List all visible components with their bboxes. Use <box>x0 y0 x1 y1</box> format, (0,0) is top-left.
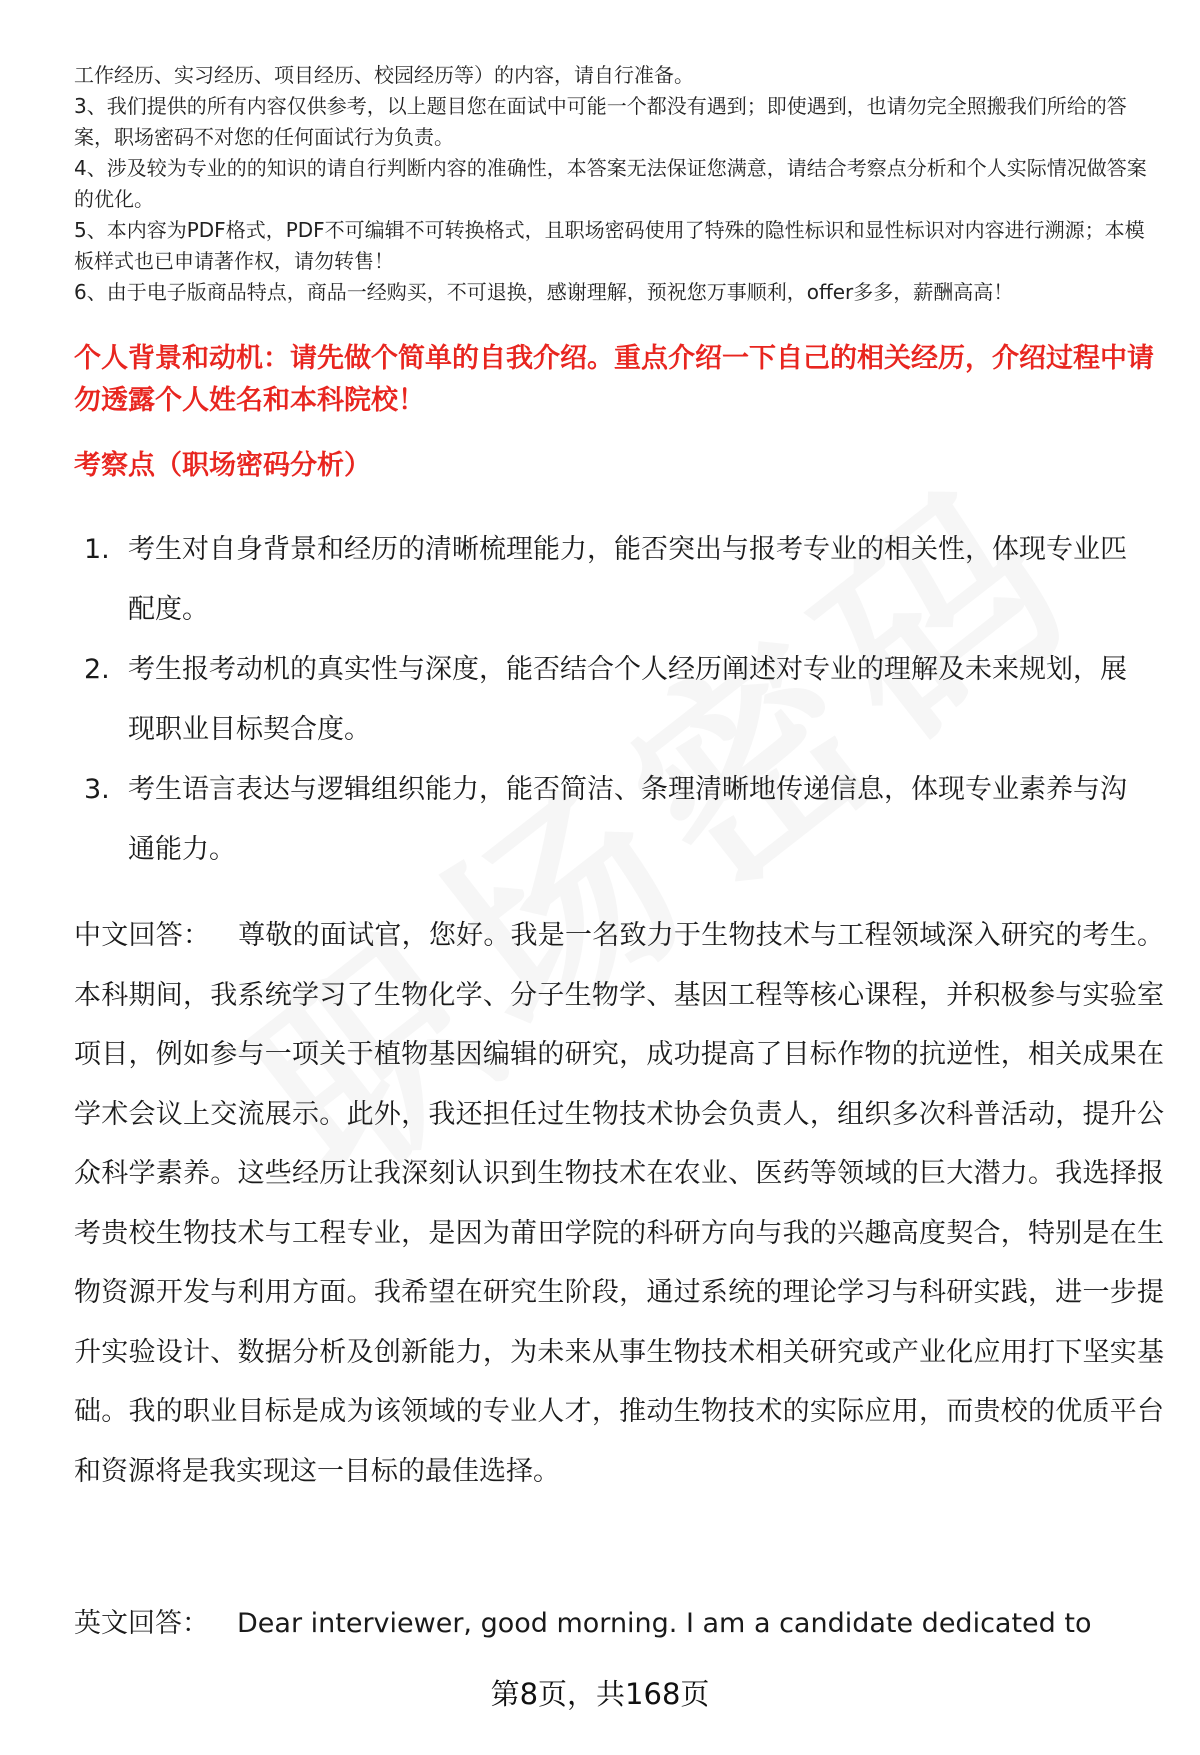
assessment-points-list <box>84 520 1144 880</box>
list-item <box>84 760 1144 880</box>
list-number: 2. <box>84 654 110 685</box>
list-number: 1. <box>84 534 110 565</box>
chinese-answer <box>74 906 1164 1501</box>
note-line: 4、涉及较为专业的的知识的请自行判断内容的准确性，本答案无法保证您满意，请结合考察点分析和个人实际情况做答案的优化。 <box>74 156 1147 211</box>
english-answer-text: Dear interviewer, good morning. I am a candidate dedicated to <box>237 1608 1092 1639</box>
chinese-answer-label: 中文回答： <box>74 920 211 951</box>
page-number-footer: 第8页，共168页 <box>490 1677 710 1711</box>
list-item-text: 考生语言表达与逻辑组织能力，能否简洁、条理清晰地传递信息，体现专业素养与沟通能力。 <box>128 774 1127 865</box>
disclaimer-notes <box>74 60 1164 308</box>
english-answer <box>74 1594 1164 1654</box>
section-title: 考察点（职场密码分析） <box>74 450 371 481</box>
list-item-text: 考生报考动机的真实性与深度，能否结合个人经历阐述对专业的理解及未来规划，展现职业目标契合度。 <box>128 654 1127 745</box>
list-item-text: 考生对自身背景和经历的清晰梳理能力，能否突出与报考专业的相关性，体现专业匹配度。 <box>128 534 1127 625</box>
list-number: 3. <box>84 774 110 805</box>
note-line: 6、由于电子版商品特点，商品一经购买，不可退换，感谢理解，预祝您万事顺利，offer多多，薪酬高高！ <box>74 280 1014 304</box>
note-line: 3、我们提供的所有内容仅供参考，以上题目您在面试中可能一个都没有遇到；即使遇到，也请勿完全照搬我们所给的答案，职场密码不对您的任何面试行为负责。 <box>74 94 1127 149</box>
list-item <box>84 520 1144 640</box>
list-item <box>84 640 1144 760</box>
chinese-answer-text: 尊敬的面试官，您好。我是一名致力于生物技术与工程领域深入研究的考生。本科期间，我系统学习了生物化学、分子生物学、基因工程等核心课程，并积极参与实验室项目，例如参与一项关于植物基因编辑的研究，成功提高了目标作物的抗逆性，相关成果在学术会议上交流展示。此外，我还担任过生物技术协会负责人，组织多次科普活动，提升公众科学素养。这些经历让我深刻认识到生物技术在农业、医药等领域的巨大潜力。我选择报考贵校生物技术与工程专业，是因为莆田学院的科研方向与我的兴趣高度契合，特别是在生物资源开发与利用方面。我希望在研究生阶段，通过系统的理论学习与科研实践，进一步提升实验设计、数据分析及创新能力，为未来从事生物技术相关研究或产业化应用打下坚实基础。我的职业目标是成为该领域的专业人才，推动生物技术的实际应用，而贵校的优质平台和资源将是我实现这一目标的最佳选择。 <box>74 920 1165 1487</box>
interview-question: 个人背景和动机：请先做个简单的自我介绍。重点介绍一下自己的相关经历，介绍过程中请勿透露个人姓名和本科院校！ <box>74 343 1154 416</box>
note-line: 5、本内容为PDF格式，PDF不可编辑不可转换格式，且职场密码使用了特殊的隐性标识和显性标识对内容进行溯源；本模板样式也已申请著作权，请勿转售！ <box>74 218 1145 273</box>
note-line: 工作经历、实习经历、项目经历、校园经历等）的内容，请自行准备。 <box>74 63 694 87</box>
english-answer-label: 英文回答： <box>74 1608 209 1639</box>
